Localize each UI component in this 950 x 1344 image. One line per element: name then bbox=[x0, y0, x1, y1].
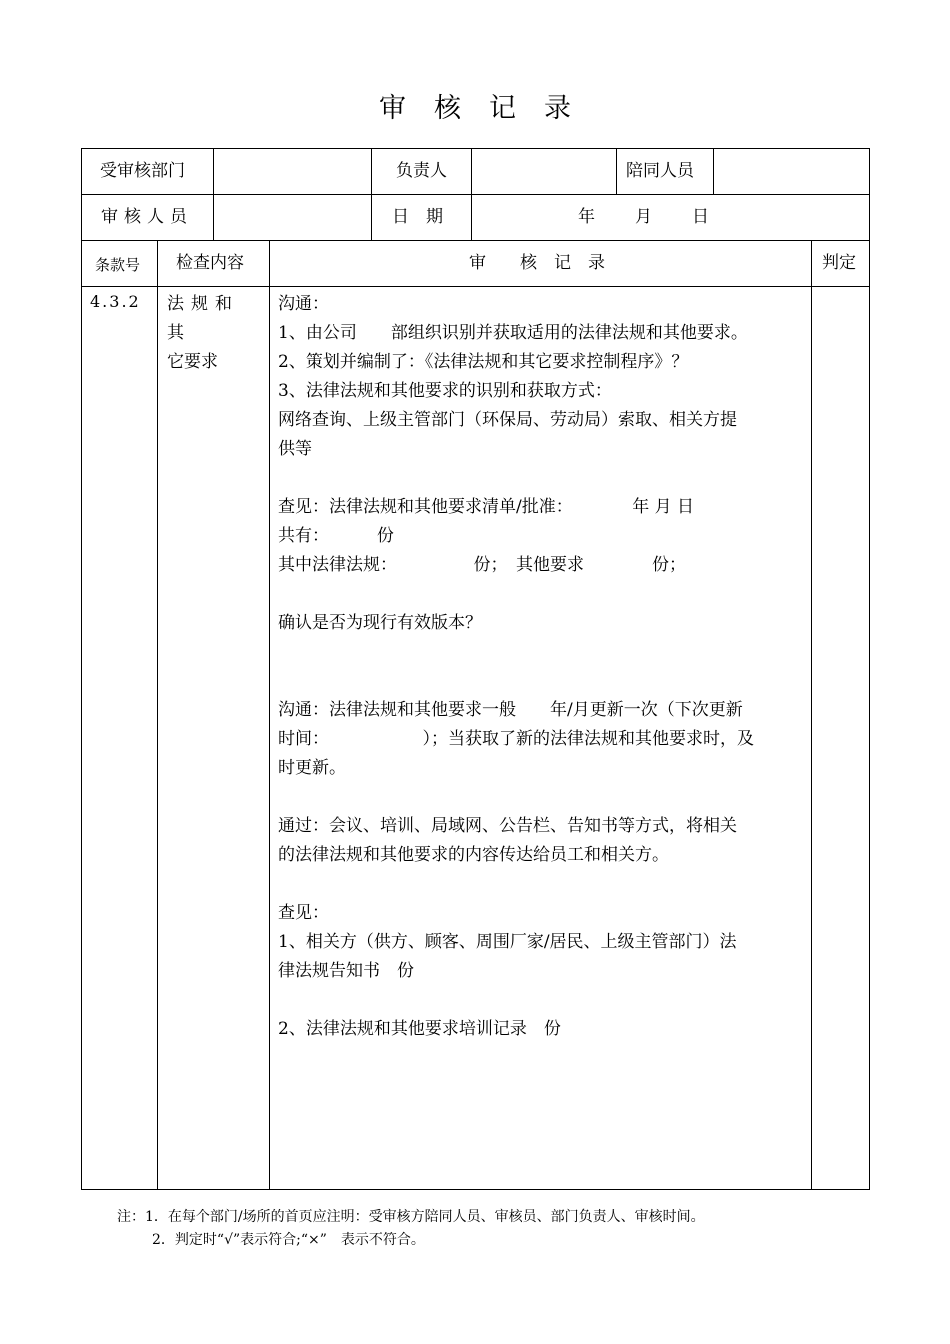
column-record: 审 核 记 录 bbox=[469, 253, 605, 273]
column-judge: 判定 bbox=[822, 253, 856, 273]
column-check: 检查内容 bbox=[176, 253, 244, 273]
date-label: 日 期 bbox=[392, 207, 443, 227]
footnote-1: 注：1．在每个部门/场所的首页应注明：受审核方陪同人员、审核员、部门负责人、审核时间。 bbox=[117, 1209, 705, 1225]
record-line: 共有： 份 bbox=[278, 526, 394, 546]
record-line: 确认是否为现行有效版本？ bbox=[278, 613, 482, 633]
record-line: 沟通： bbox=[278, 294, 329, 314]
date-day: 日 bbox=[692, 207, 709, 227]
clause-number: 4.3.2 bbox=[90, 292, 141, 311]
record-line: 的法律法规和其他要求的内容传达给员工和相关方。 bbox=[278, 845, 669, 865]
auditor-label: 审核人员 bbox=[101, 207, 193, 227]
owner-value[interactable] bbox=[478, 160, 610, 182]
table-rule bbox=[269, 240, 270, 1190]
document-title bbox=[0, 86, 950, 125]
table-rule bbox=[81, 286, 870, 287]
record-line: 通过：会议、培训、局域网、公告栏、告知书等方式，将相关 bbox=[278, 816, 737, 836]
footnotes bbox=[117, 1206, 705, 1252]
dept-label: 受审核部门 bbox=[100, 161, 185, 181]
table-rule bbox=[371, 148, 372, 240]
check-item-line: 它要求 bbox=[167, 352, 218, 372]
table-rule bbox=[157, 240, 158, 1190]
dept-value[interactable] bbox=[220, 160, 365, 182]
check-item bbox=[167, 290, 262, 377]
record-line bbox=[278, 464, 808, 493]
record-line: 时更新。 bbox=[278, 758, 346, 778]
title-char-1: 审 bbox=[379, 93, 406, 124]
title-char-3: 记 bbox=[489, 93, 516, 124]
table-rule bbox=[713, 148, 714, 194]
record-line bbox=[278, 667, 808, 696]
table-rule bbox=[811, 240, 812, 1190]
record-line: 供等 bbox=[278, 439, 312, 459]
judgement-value[interactable] bbox=[815, 292, 865, 314]
companion-label: 陪同人员 bbox=[626, 161, 694, 181]
record-line: 1、由公司 部组织识别并获取适用的法律法规和其他要求。 bbox=[278, 323, 748, 343]
record-line: 1、相关方（供方、顾客、周围厂家/居民、上级主管部门）法 bbox=[278, 932, 737, 952]
record-line: 3、法律法规和其他要求的识别和获取方式： bbox=[278, 381, 612, 401]
record-line: 沟通：法律法规和其他要求一般 年/月更新一次（下次更新 bbox=[278, 700, 743, 720]
check-item-line: 法规和其 bbox=[167, 294, 239, 343]
table-rule bbox=[81, 240, 870, 241]
record-line bbox=[278, 638, 808, 667]
title-char-4: 录 bbox=[544, 93, 571, 124]
record-line: 2、策划并编制了：《法律法规和其它要求控制程序》？ bbox=[278, 352, 689, 372]
record-line: 时间： ）；当获取了新的法律法规和其他要求时，及 bbox=[278, 729, 754, 749]
table-rule bbox=[616, 148, 617, 194]
record-line bbox=[278, 986, 808, 1015]
table-rule bbox=[81, 194, 870, 195]
companion-value[interactable] bbox=[720, 160, 860, 182]
table-rule bbox=[471, 148, 472, 240]
record-line bbox=[278, 870, 808, 899]
table-rule bbox=[213, 148, 214, 240]
audit-record-content bbox=[278, 290, 808, 1044]
title-char-2: 核 bbox=[434, 93, 461, 124]
date-month: 月 bbox=[635, 207, 652, 227]
auditor-value[interactable] bbox=[220, 206, 365, 228]
record-line: 其中法律法规： 份； 其他要求 份； bbox=[278, 555, 686, 575]
footnote-2: 2．判定时“√”表示符合;“×” 表示不符合。 bbox=[152, 1232, 425, 1248]
record-line bbox=[278, 580, 808, 609]
date-year: 年 bbox=[578, 207, 595, 227]
record-line: 律法规告知书 份 bbox=[278, 961, 414, 981]
record-line: 2、法律法规和其他要求培训记录 份 bbox=[278, 1019, 561, 1039]
owner-label: 负责人 bbox=[396, 161, 447, 181]
column-clause: 条款号 bbox=[95, 256, 141, 274]
record-line: 查见： bbox=[278, 903, 329, 923]
record-line: 网络查询、上级主管部门（环保局、劳动局）索取、相关方提 bbox=[278, 410, 737, 430]
record-line: 查见：法律法规和其他要求清单/批准： 年 月 日 bbox=[278, 497, 695, 517]
record-line bbox=[278, 783, 808, 812]
